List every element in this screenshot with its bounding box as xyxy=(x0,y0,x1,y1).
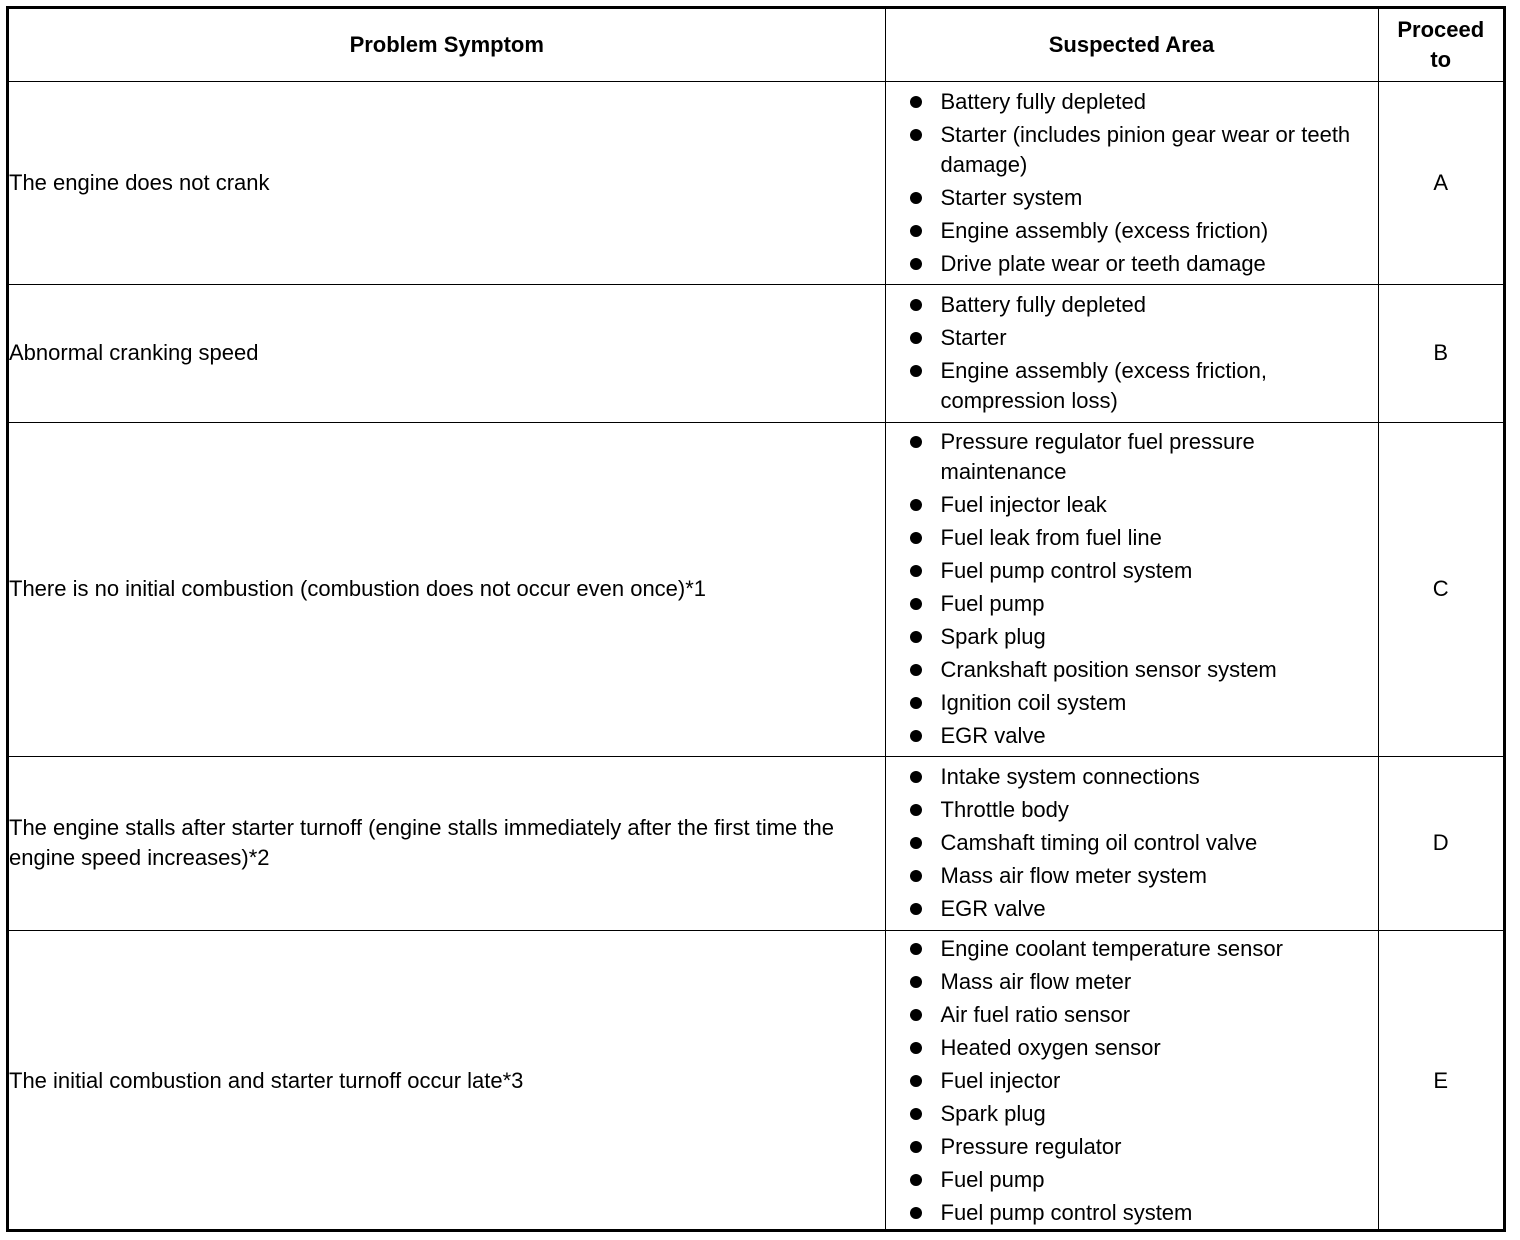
symptom-cell: The engine does not crank xyxy=(9,81,885,284)
list-item xyxy=(886,523,1378,553)
list-item xyxy=(886,356,1378,416)
bullet-icon xyxy=(910,943,922,955)
bullet-icon xyxy=(910,804,922,816)
list-item xyxy=(886,655,1378,685)
table-row xyxy=(9,422,1503,756)
list-item xyxy=(886,1132,1378,1162)
area-text: Pressure regulator xyxy=(940,1134,1122,1160)
bullet-icon xyxy=(910,129,922,141)
area-text: Starter (includes pinion gear wear or teeth damage) xyxy=(940,121,1351,177)
bullet-icon xyxy=(910,192,922,204)
list-item xyxy=(886,861,1378,891)
symptom-cell: Abnormal cranking speed xyxy=(9,284,885,422)
bullet-icon xyxy=(910,96,922,108)
header-proceed-label: Proceed xyxy=(1397,16,1485,42)
bullet-icon xyxy=(910,598,922,610)
area-text: Spark plug xyxy=(940,624,1046,649)
area-text: Battery fully depleted xyxy=(940,292,1146,317)
list-item xyxy=(886,427,1378,487)
proceed-cell: B xyxy=(1378,284,1503,422)
list-item xyxy=(886,290,1378,320)
bullet-icon xyxy=(910,837,922,849)
list-item xyxy=(886,967,1378,997)
area-text: Fuel injector leak xyxy=(940,492,1107,517)
list-item xyxy=(886,87,1378,117)
list-item xyxy=(886,556,1378,586)
bullet-icon xyxy=(910,1141,922,1153)
bullet-icon xyxy=(910,1009,922,1021)
bullet-icon xyxy=(910,1075,922,1087)
list-item xyxy=(886,688,1378,718)
suspected-area-list xyxy=(886,934,1378,1228)
suspected-area-cell xyxy=(885,284,1378,422)
list-item xyxy=(886,934,1378,964)
bullet-icon xyxy=(910,903,922,915)
bullet-icon xyxy=(910,299,922,311)
bullet-icon xyxy=(910,565,922,577)
symptom-cell: The initial combustion and starter turnoff occur late*3 xyxy=(9,930,885,1232)
area-text: Engine assembly (excess friction, compression loss) xyxy=(940,358,1267,413)
area-text: Spark plug xyxy=(940,1101,1046,1127)
area-text: Starter system xyxy=(940,184,1083,210)
bullet-icon xyxy=(910,664,922,676)
symptom-cell: There is no initial combustion (combustion does not occur even once)*1 xyxy=(9,422,885,756)
table-row xyxy=(9,930,1503,1232)
area-text: EGR valve xyxy=(940,723,1046,748)
list-item xyxy=(886,622,1378,652)
header-row xyxy=(9,9,1503,81)
bullet-icon xyxy=(910,436,922,448)
list-item xyxy=(886,1066,1378,1096)
list-item xyxy=(886,216,1378,246)
bullet-icon xyxy=(910,870,922,882)
area-text: Pressure regulator fuel pressure maintenance xyxy=(940,429,1255,484)
suspected-area-list xyxy=(886,427,1378,751)
area-text: Fuel injector xyxy=(940,1068,1061,1094)
bullet-icon xyxy=(910,771,922,783)
table-row xyxy=(9,81,1503,284)
area-text: Fuel pump xyxy=(940,1167,1045,1193)
symptom-cell: The engine stalls after starter turnoff (engine stalls immediately after the first time the engine speed increases)*2 xyxy=(9,756,885,930)
table-row xyxy=(9,756,1503,930)
area-text: Engine assembly (excess friction) xyxy=(940,217,1269,243)
bullet-icon xyxy=(910,532,922,544)
bullet-icon xyxy=(910,499,922,511)
list-item xyxy=(886,1000,1378,1030)
list-item xyxy=(886,120,1378,180)
suspected-area-list xyxy=(886,290,1378,416)
header-problem-symptom xyxy=(9,9,885,81)
bullet-icon xyxy=(910,1042,922,1054)
bullet-icon xyxy=(910,258,922,270)
bullet-icon xyxy=(910,1108,922,1120)
suspected-area-cell xyxy=(885,930,1378,1232)
bullet-icon xyxy=(910,631,922,643)
area-text: Engine coolant temperature sensor xyxy=(940,936,1283,962)
suspected-area-cell xyxy=(885,756,1378,930)
area-text: Fuel pump control system xyxy=(940,1200,1193,1226)
proceed-cell: E xyxy=(1378,930,1503,1232)
list-item xyxy=(886,323,1378,353)
list-item xyxy=(886,795,1378,825)
suspected-area-cell xyxy=(885,81,1378,284)
area-text: Fuel pump control system xyxy=(940,558,1193,583)
bullet-icon xyxy=(910,730,922,742)
area-text: Fuel leak from fuel line xyxy=(940,525,1162,550)
list-item xyxy=(886,721,1378,751)
header-suspected-area xyxy=(885,9,1378,81)
area-text: Crankshaft position sensor system xyxy=(940,657,1277,682)
area-text: Throttle body xyxy=(940,797,1069,822)
list-item xyxy=(886,249,1378,279)
bullet-icon xyxy=(910,976,922,988)
area-text: Battery fully depleted xyxy=(940,88,1146,114)
symptom-table-frame xyxy=(6,6,1506,1232)
bullet-icon xyxy=(910,1174,922,1186)
area-text: Heated oxygen sensor xyxy=(940,1035,1161,1061)
bullet-icon xyxy=(910,332,922,344)
list-item xyxy=(886,183,1378,213)
header-proceed-to xyxy=(1378,9,1503,81)
suspected-area-list xyxy=(886,762,1378,924)
area-text: EGR valve xyxy=(940,896,1046,921)
area-text: Camshaft timing oil control valve xyxy=(940,830,1258,855)
area-text: Fuel pump xyxy=(940,591,1045,616)
area-text: Air fuel ratio sensor xyxy=(940,1002,1131,1028)
list-item xyxy=(886,1198,1378,1228)
area-text: Starter xyxy=(940,325,1007,350)
bullet-icon xyxy=(910,365,922,377)
area-text: Intake system connections xyxy=(940,764,1200,789)
list-item xyxy=(886,894,1378,924)
suspected-area-list xyxy=(886,87,1378,279)
area-text: Mass air flow meter xyxy=(940,969,1132,995)
list-item xyxy=(886,1033,1378,1063)
area-text: Drive plate wear or teeth damage xyxy=(940,250,1266,276)
bullet-icon xyxy=(910,697,922,709)
bullet-icon xyxy=(910,225,922,237)
area-text: Mass air flow meter system xyxy=(940,863,1207,888)
list-item xyxy=(886,1099,1378,1129)
suspected-area-cell xyxy=(885,422,1378,756)
list-item xyxy=(886,762,1378,792)
proceed-cell: D xyxy=(1378,756,1503,930)
list-item xyxy=(886,490,1378,520)
symptom-table xyxy=(9,9,1503,1232)
proceed-cell: C xyxy=(1378,422,1503,756)
table-row xyxy=(9,284,1503,422)
bullet-icon xyxy=(910,1207,922,1219)
list-item xyxy=(886,828,1378,858)
list-item xyxy=(886,1165,1378,1195)
proceed-cell: A xyxy=(1378,81,1503,284)
header-suspected-area-label: Suspected Area xyxy=(1048,31,1215,57)
list-item xyxy=(886,589,1378,619)
header-to-label: to xyxy=(1430,46,1452,72)
area-text: Ignition coil system xyxy=(940,690,1127,715)
header-problem-symptom-label: Problem Symptom xyxy=(349,31,544,57)
